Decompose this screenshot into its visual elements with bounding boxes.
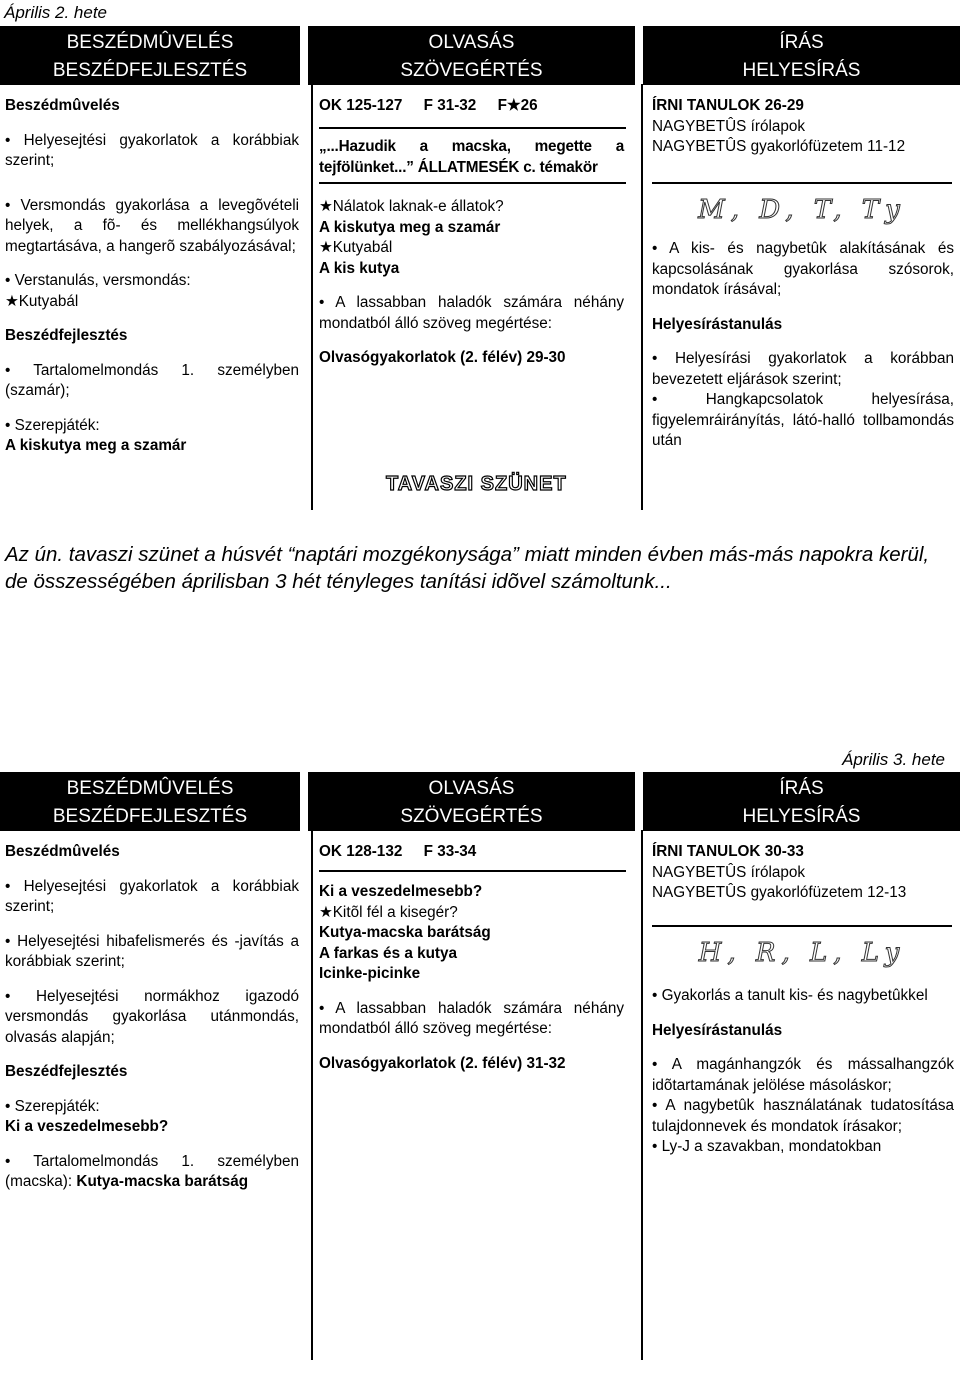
header-line-2: HELYESÍRÁS [742,60,861,81]
story-title: A kiskutya meg a szamár [5,437,187,454]
workbook-sub: NAGYBETÛS gyakorlófüzetem 11-12 [652,138,906,155]
story-title: Ki a veszedelmesebb? [5,1118,169,1135]
poem-title: ★Kutyabál [5,292,79,310]
divider-rule [652,182,952,184]
text-item: ★Nálatok laknak-e állatok? [319,198,504,215]
bullet-item [5,1152,299,1193]
reading-column [319,96,624,117]
reference-f: F 33-34 [423,843,477,860]
text-item: ★Kitõl fél a kisegér? [319,903,458,921]
reference-f-star: F★26 [497,97,538,114]
text-item: A farkas és a kutya [319,944,458,962]
reading-list [319,197,624,369]
workbook-title: ÍRNI TANULOK 30-33 [652,843,804,860]
header-line-1: BESZÉDMÛVELÉS [66,778,234,799]
bullet-item: • Verstanulás, versmondás: [5,272,191,289]
column-divider [311,84,313,510]
bullet-item: • Helyesejtési gyakorlatok a korábbiak szerint; [5,877,299,915]
section-heading: Beszédmûvelés [5,843,120,860]
text-item: Ki a veszedelmesebb? [319,883,483,900]
week-label: Április 3. hete [842,750,945,769]
bullet-item: • Helyesejtési gyakorlatok a korábbiak szerint; [5,131,299,169]
column-divider [311,830,313,1360]
workbook-sub: NAGYBETÛS gyakorlófüzetem 12-13 [652,884,907,901]
section-heading: Beszédfejlesztés [5,327,128,344]
header-line-2: BESZÉDFEJLESZTÉS [52,806,248,827]
section-heading: Helyesírástanulás [652,1021,783,1039]
header-line-2: BESZÉDFEJLESZTÉS [52,60,248,81]
divider-rule [319,127,626,129]
divider-rule [652,925,952,927]
text-item: A kis kutya [319,259,400,277]
bullet-item: • Ly-J a szavakban, mondatokban [652,1138,882,1155]
week-label: Április 2. hete [4,3,107,22]
header-line-2: SZÖVEGÉRTÉS [400,806,543,827]
writing-list [652,239,954,452]
section-heading: Helyesírástanulás [652,315,783,333]
header-speech [0,26,300,85]
header-line-1: OLVASÁS [428,778,515,799]
writing-column [652,842,952,904]
bullet-item: • A lassabban haladók számára néhány mondatból álló szöveg megértése: [319,999,624,1037]
bullet-item: • Szerepjáték: [5,1097,100,1115]
bullet-item: • A nagybetûk használatának tudatosítása tulajdonnevek és mondatok írásakor; [652,1097,954,1135]
section-heading: Beszédfejlesztés [5,1063,128,1080]
topic-quote: „...Hazudik a macska, megette a tejfölünket...” ÁLLATMESÉK c. témakör [319,138,624,176]
workbook-title: ÍRNI TANULOK 26-29 [652,97,804,114]
bullet-item: • A magánhangzók és mássalhangzók idõtartamának jelölése másoláskor; [652,1056,954,1094]
header-line-1: OLVASÁS [428,32,515,53]
text-item: A kiskutya meg a szamár [319,218,501,236]
header-reading [308,26,635,85]
letter-samples: M, D, T, Ty [698,195,906,225]
header-line-1: BESZÉDMÛVELÉS [66,32,234,53]
reading-list [319,882,624,1074]
spring-break-label: TAVASZI SZÜNET [386,473,567,495]
divider-rule [319,870,626,872]
reading-column [319,842,624,863]
bullet-item: • Szerepjáték: [5,416,100,434]
text-item: Icinke-picinke [319,965,421,982]
speech-column [5,842,299,1193]
workbook-sub: NAGYBETÛS írólapok [652,863,806,881]
bullet-text: • Tartalomelmondás 1. személyben (macska): [5,1152,299,1190]
writing-column [652,96,952,158]
header-line-2: HELYESÍRÁS [742,806,861,827]
bullet-item: • A lassabban haladók számára néhány mondatból álló szöveg megértése: [319,294,624,332]
story-title: Kutya-macska barátság [76,1173,249,1190]
practice-reference: Olvasógyakorlatok (2. félév) 29-30 [319,349,566,366]
header-writing [643,26,960,85]
bullet-item: • Tartalomelmondás 1. személyben (szamár); [5,361,299,399]
bullet-item: • Gyakorlás a tanult kis- és nagybetûkkel [652,987,928,1004]
writing-list [652,986,954,1158]
divider-rule [319,182,626,184]
bullet-item: • Helyesejtési hibafelismerés és -javítás a korábbiak szerint; [5,932,299,970]
reference-f: F 31-32 [423,97,477,114]
column-divider [641,830,643,1360]
header-speech [0,772,300,831]
reference-ok: OK 128-132 [319,843,403,860]
text-item: ★Kutyabál [319,239,393,256]
practice-reference: Olvasógyakorlatok (2. félév) 31-32 [319,1054,566,1072]
header-reading [308,772,635,831]
header-line-1: ÍRÁS [779,778,824,799]
reading-column-body [319,137,624,178]
reference-line [319,842,624,863]
column-divider [641,84,643,510]
bullet-item: • Helyesírási gyakorlatok a korábban bevezetett eljárások szerint; [652,350,954,388]
bullet-item: • Hangkapcsolatok helyesírása, figyelemráirányítás, látó-halló tollbamondás után [652,391,954,449]
bullet-item: • Helyesejtési normákhoz igazodó versmondás gyakorlása utánmondás, olvasás alapján; [5,987,299,1046]
reference-line [319,96,624,117]
header-line-2: SZÖVEGÉRTÉS [400,60,543,81]
bullet-item: • A kis- és nagybetûk alakításának és kapcsolásának gyakorlása szósorok, mondatok írásával; [652,240,954,298]
header-line-1: ÍRÁS [779,32,824,53]
workbook-sub: NAGYBETÛS írólapok [652,117,806,135]
speech-column [5,96,299,457]
letter-samples: H, R, L, Ly [698,938,906,968]
spring-break-note: Az ún. tavaszi szünet a húsvét “naptári mozgékonysága” miatt minden évben más-más napokra kerül, de összességében áprilisban 3 hét tényleges tanítási idõvel számoltunk... [5,543,930,593]
section-heading: Beszédmûvelés [5,97,120,114]
reference-ok: OK 125-127 [319,97,403,114]
text-item: Kutya-macska barátság [319,924,491,941]
bullet-item: • Versmondás gyakorlása a levegõvételi helyek, a fõ- és mellékhangsúlyok megtartásáva, a hangerõ szabályozásával; [5,196,299,255]
header-writing [643,772,960,831]
